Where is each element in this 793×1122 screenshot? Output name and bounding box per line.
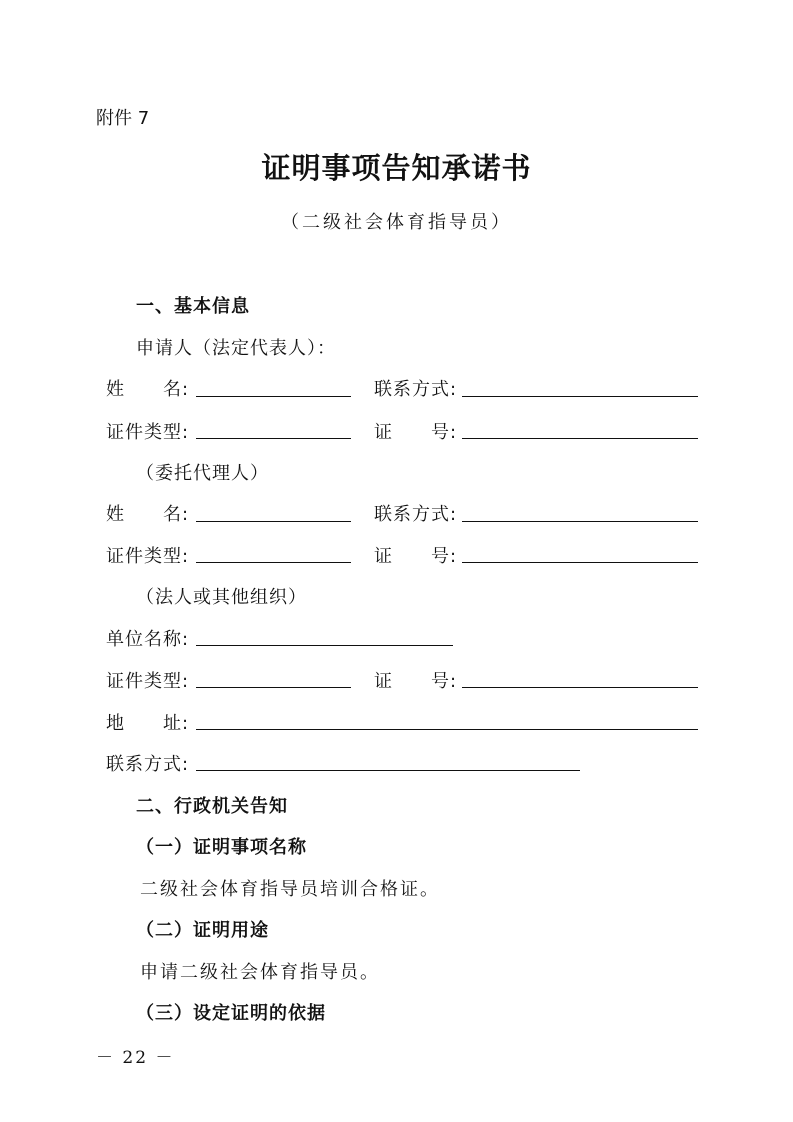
item1-heading: （一）证明事项名称 (136, 837, 307, 858)
page-number: － 22 － (96, 1048, 175, 1068)
org-unit-field[interactable] (196, 645, 453, 646)
agent-id-no-field[interactable] (462, 562, 698, 563)
org-address-label: 地 址: (106, 713, 190, 734)
org-id-no-label: 证 号: (374, 671, 458, 692)
applicant-id-type-label: 证件类型: (106, 422, 190, 443)
org-contact-field[interactable] (196, 770, 580, 771)
applicant-contact-field[interactable] (462, 396, 698, 397)
org-address-field[interactable] (196, 729, 698, 730)
org-id-type-label: 证件类型: (106, 671, 190, 692)
agent-id-type-field[interactable] (196, 562, 351, 563)
item3-heading: （三）设定证明的依据 (136, 1003, 326, 1024)
applicant-id-type-field[interactable] (196, 438, 351, 439)
org-id-type-field[interactable] (196, 687, 351, 688)
section-notice-heading: 二、行政机关告知 (136, 796, 288, 817)
applicant-name-label: 姓 名: (106, 379, 190, 400)
applicant-id-no-field[interactable] (462, 438, 698, 439)
agent-id-type-label: 证件类型: (106, 546, 190, 567)
agent-contact-field[interactable] (462, 521, 698, 522)
document-title: 证明事项告知承诺书 (261, 151, 532, 185)
agent-name-field[interactable] (196, 521, 351, 522)
attachment-label: 附件 7 (96, 108, 150, 129)
applicant-label: 申请人（法定代表人）： (136, 338, 336, 359)
applicant-id-no-label: 证 号: (374, 422, 458, 443)
org-unit-label: 单位名称: (106, 629, 190, 650)
org-label: （法人或其他组织） (136, 587, 307, 608)
org-id-no-field[interactable] (462, 687, 698, 688)
document-subtitle: （二级社会体育指导员） (281, 212, 512, 233)
item2-text: 申请二级社会体育指导员。 (140, 962, 380, 983)
agent-name-label: 姓 名: (106, 504, 190, 525)
applicant-name-field[interactable] (196, 396, 351, 397)
applicant-contact-label: 联系方式: (374, 379, 458, 400)
item1-text: 二级社会体育指导员培训合格证。 (140, 879, 440, 900)
agent-id-no-label: 证 号: (374, 546, 458, 567)
agent-label: （委托代理人） (136, 463, 269, 484)
agent-contact-label: 联系方式: (374, 504, 458, 525)
item2-heading: （二）证明用途 (136, 920, 269, 941)
section-basic-info-heading: 一、基本信息 (136, 296, 250, 317)
org-contact-label: 联系方式: (106, 754, 190, 775)
